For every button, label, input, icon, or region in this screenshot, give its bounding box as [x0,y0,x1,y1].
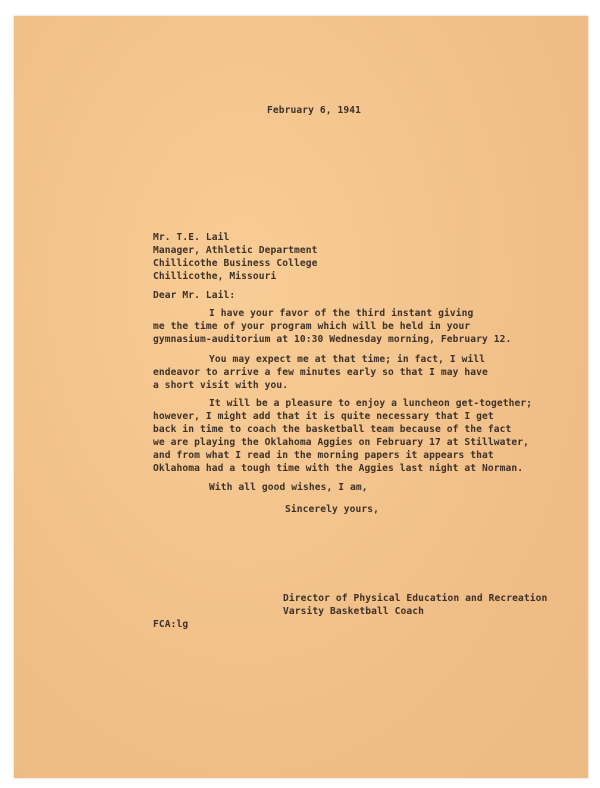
closing-wishes: With all good wishes, I am, [209,482,368,493]
paragraph-3-line: Oklahoma had a tough time with the Aggies last night at Norman. [153,463,524,474]
paragraph-3 [153,397,532,475]
paragraph-2-line: endeavor to arrive a few minutes early so that I may have [153,367,488,378]
paragraph-3-line: and from what I read in the morning papers it appears that [153,450,494,461]
recipient-city: Chillicothe, Missouri [153,271,277,282]
paragraph-1-line: me the time of your program which will be held in your [153,321,471,332]
signature-block [283,592,547,618]
paragraph-2-line: You may expect me at that time; in fact, I will [209,354,486,365]
paragraph-3-line: It will be a pleasure to enjoy a luncheon get-together; [209,398,533,409]
paragraph-1 [153,307,511,346]
recipient-name: Mr. T.E. Lail [153,232,230,243]
complimentary-close: Sincerely yours, [285,504,380,515]
signature-title-1: Director of Physical Education and Recreation [283,593,548,604]
paragraph-1-line: I have your favor of the third instant giving [209,308,474,319]
recipient-address [153,231,318,283]
paragraph-3-line: however, I might add that it is quite necessary that I get [153,411,494,422]
paragraph-3-line: we are playing the Oklahoma Aggies on February 17 at Stillwater, [153,437,530,448]
paragraph-2 [153,353,488,392]
paragraph-1-line: gymnasium-auditorium at 10:30 Wednesday morning, February 12. [153,334,512,345]
signature-title-2: Varsity Basketball Coach [283,606,425,617]
recipient-title: Manager, Athletic Department [153,245,318,256]
paragraph-3-line: back in time to coach the basketball team because of the fact [153,424,512,435]
recipient-organization: Chillicothe Business College [153,258,318,269]
letter-date: February 6, 1941 [267,105,362,116]
paragraph-2-line: a short visit with you. [153,380,289,391]
salutation: Dear Mr. Lail: [153,290,236,301]
reference-initials: FCA:lg [153,619,189,630]
